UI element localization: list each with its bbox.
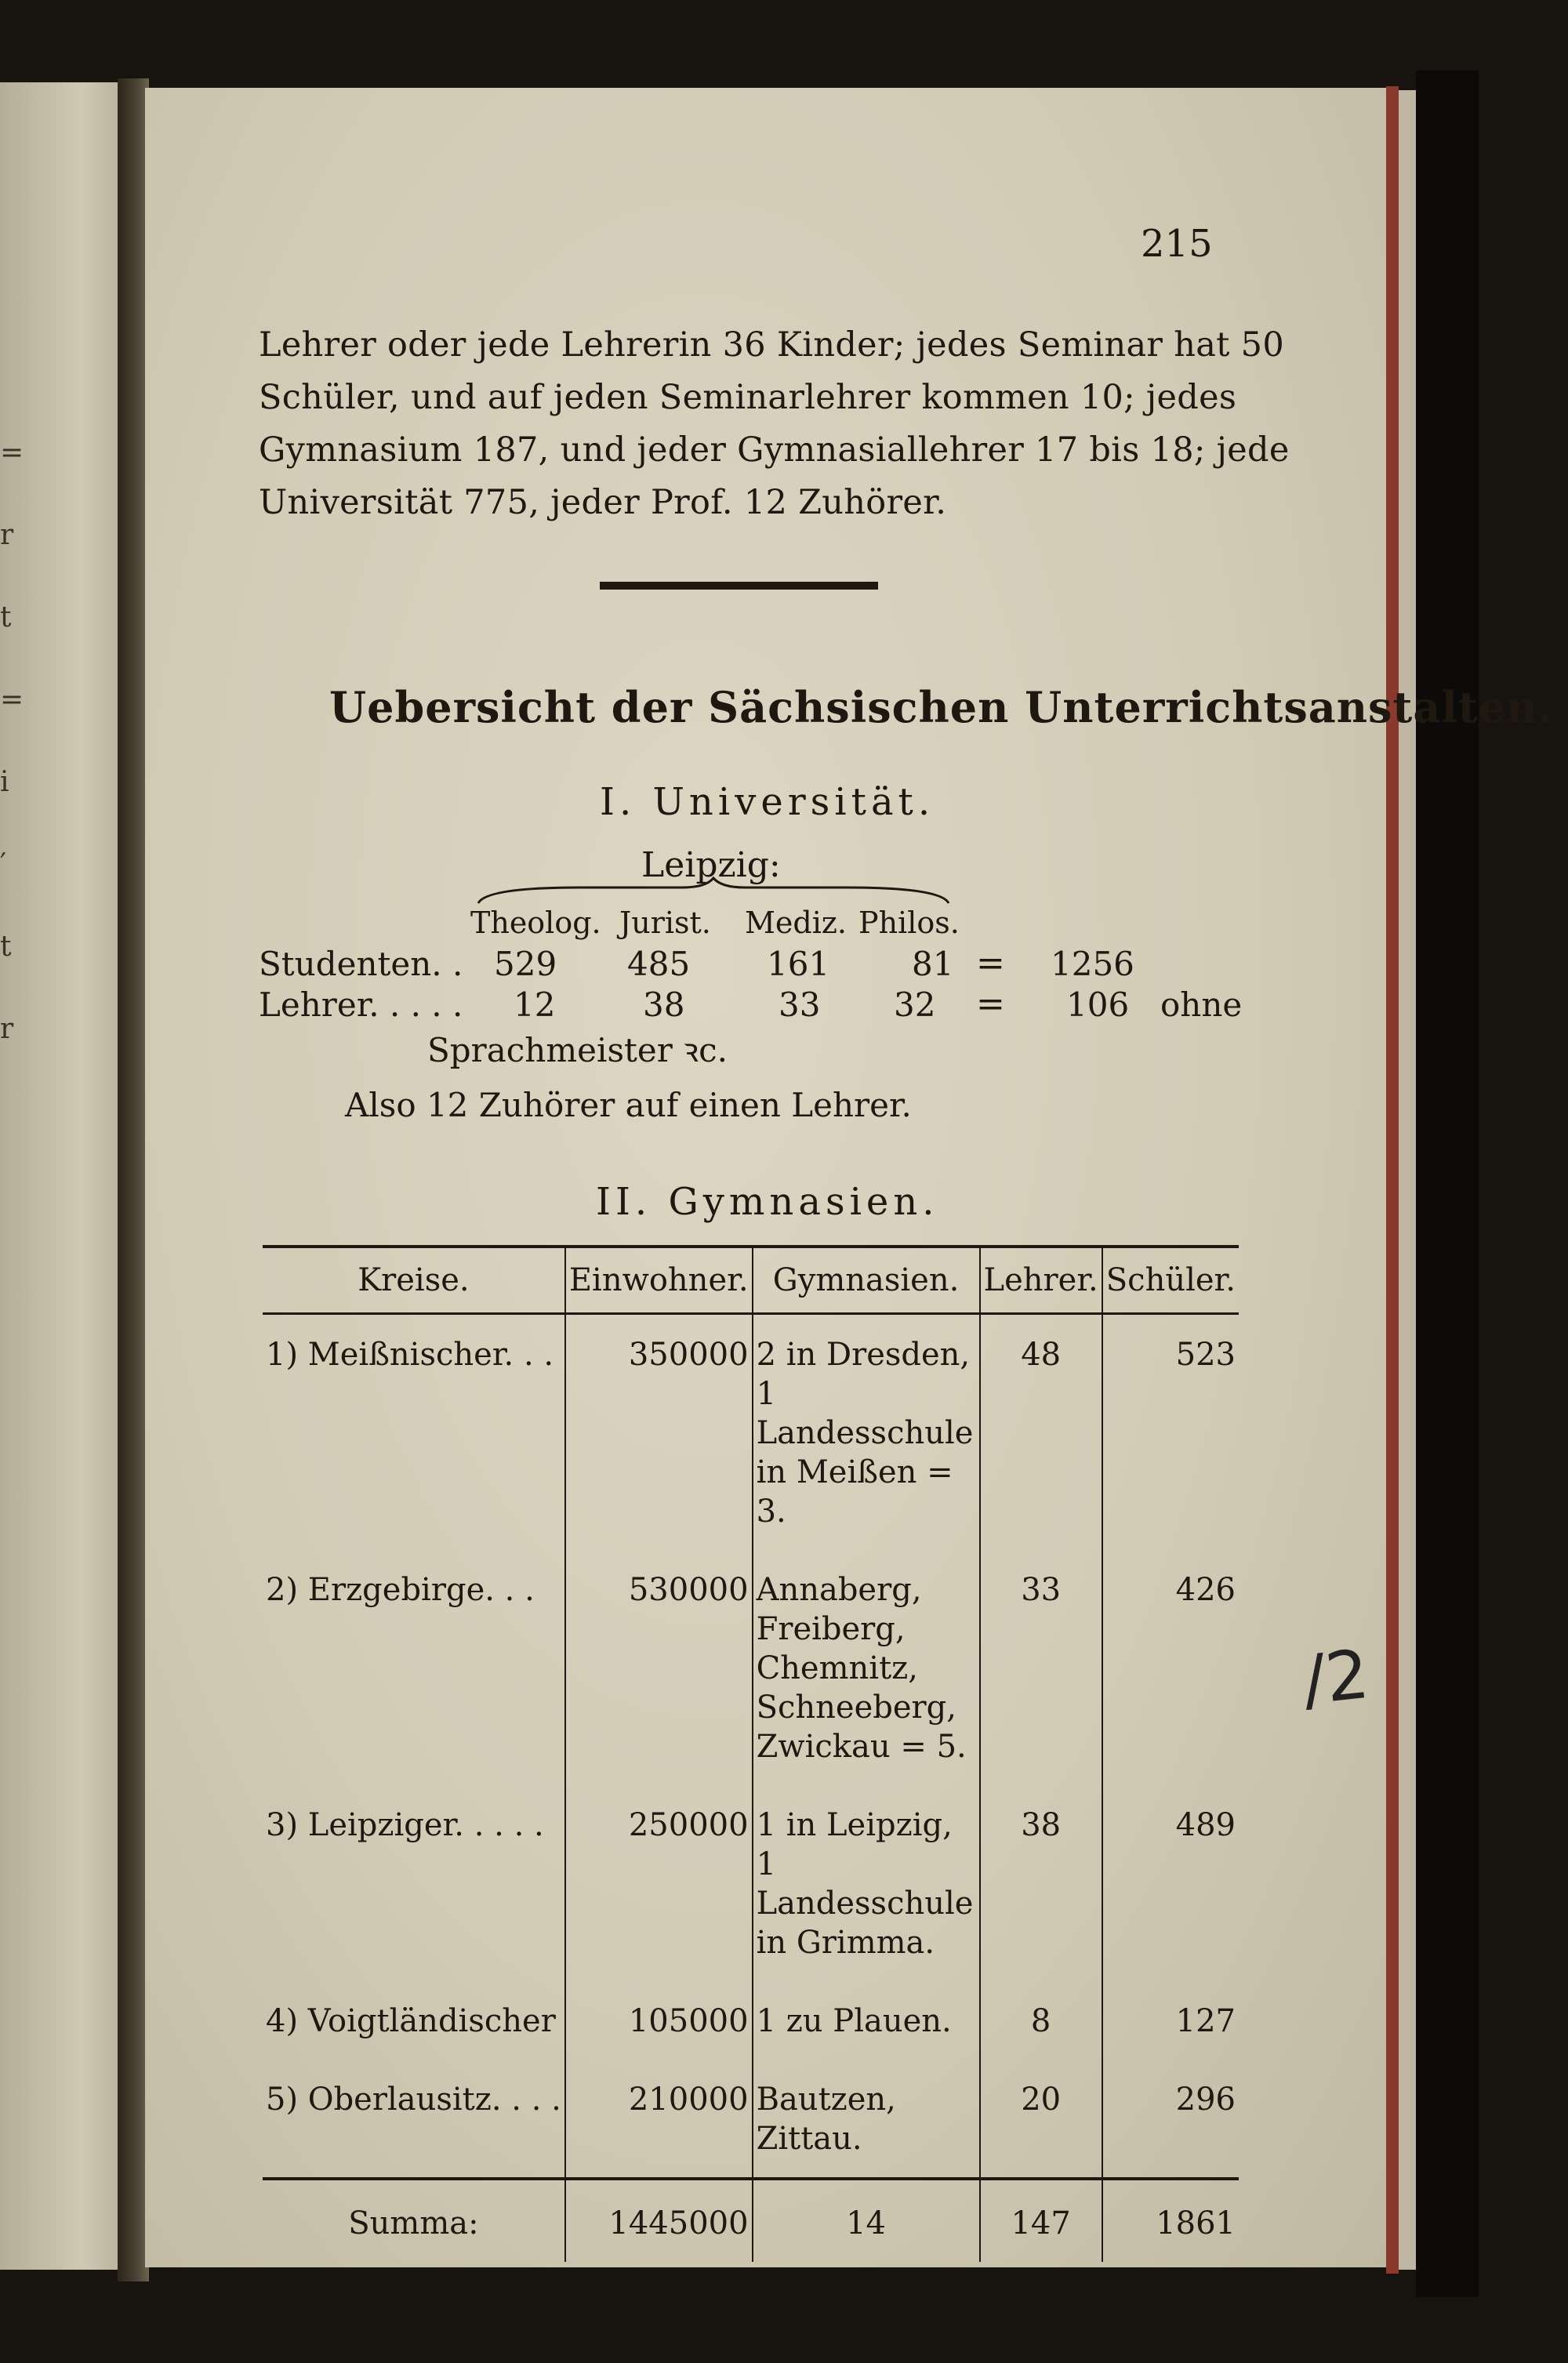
intro-line: Lehrer oder jede Lehrerin 36 Kinder; jedes Seminar hat 50 — [259, 325, 1285, 365]
section1-heading: I. Universität. — [600, 780, 935, 824]
city-label: Leipzig: — [641, 845, 781, 885]
sum-label: Summa: — [263, 2179, 565, 2262]
gymnasien-table — [263, 1245, 1239, 2262]
column-header-philosophy: Philos. — [858, 906, 960, 940]
cell-gymnasien: Bautzen, Zittau. — [753, 2060, 980, 2179]
table-row — [263, 1314, 1239, 1551]
main-heading: Uebersicht der Sächsischen Unterrichtsanstalten. — [329, 682, 1554, 732]
cell-gymnasien: Annaberg, Freiberg, Chemnitz, Schneeberg, Zwickau = 5. — [753, 1550, 980, 1785]
table-header-row — [263, 1247, 1239, 1314]
cell-gymnasien: 1 in Leipzig, 1 Landesschule in Grimma. — [753, 1785, 980, 1981]
row-label-students: Studenten. . — [259, 945, 463, 983]
header-gymnasien: Gymnasien. — [753, 1247, 980, 1314]
intro-line: Schüler, und auf jeden Seminarlehrer kommen 10; jedes — [259, 378, 1237, 417]
section-divider — [600, 582, 878, 590]
book-gutter — [118, 78, 149, 2281]
sum-schueler: 1861 — [1102, 2179, 1239, 2262]
cell-einwohner: 350000 — [565, 1314, 753, 1551]
column-header-law: Jurist. — [619, 906, 711, 940]
left-mark: r — [0, 519, 14, 551]
cell-schueler: 489 — [1102, 1785, 1239, 1981]
column-header-theology: Theolog. — [470, 906, 601, 940]
students-theology: 529 — [494, 945, 557, 983]
students-total: 1256 — [1051, 945, 1134, 983]
intro-line: Universität 775, jeder Prof. 12 Zuhörer. — [259, 483, 947, 522]
teachers-medicine: 33 — [779, 985, 821, 1024]
cell-schueler: 426 — [1102, 1550, 1239, 1785]
continuation-text: Sprachmeister ꝛc. — [427, 1031, 728, 1069]
section2-heading: II. Gymnasien. — [596, 1180, 939, 1224]
cell-einwohner: 105000 — [565, 1981, 753, 2060]
left-page-marks — [0, 412, 24, 1070]
cell-schueler: 523 — [1102, 1314, 1239, 1551]
students-philosophy: 81 — [912, 945, 954, 983]
table-row — [263, 1550, 1239, 1785]
intro-line: Gymnasium 187, und jeder Gymnasiallehrer 17 bis 18; jede — [259, 430, 1290, 470]
students-law: 485 — [627, 945, 691, 983]
sum-lehrer: 147 — [980, 2179, 1102, 2262]
cell-kreis: 4) Voigtländischer — [266, 2003, 556, 2039]
cell-einwohner: 530000 — [565, 1550, 753, 1785]
left-mark: = — [0, 684, 24, 716]
equals-sign: = — [976, 984, 1005, 1024]
book-cover — [1416, 71, 1479, 2297]
cell-lehrer: 33 — [980, 1550, 1102, 1785]
left-mark: = — [0, 437, 24, 469]
cell-kreis: 3) Leipziger. . . . . — [266, 1807, 544, 1843]
table-row — [263, 1785, 1239, 1981]
cell-einwohner: 210000 — [565, 2060, 753, 2179]
students-medicine: 161 — [767, 945, 830, 983]
cell-lehrer: 38 — [980, 1785, 1102, 1981]
page-edge-light — [1399, 90, 1416, 2270]
cell-schueler: 127 — [1102, 1981, 1239, 2060]
cell-schueler: 296 — [1102, 2060, 1239, 2179]
cell-einwohner: 250000 — [565, 1785, 753, 1981]
left-mark: r — [0, 1013, 14, 1045]
left-mark: t — [0, 601, 12, 633]
page-number: 215 — [1141, 222, 1213, 266]
cell-kreis: 2) Erzgebirge. . . — [266, 1572, 535, 1608]
column-header-medicine: Mediz. — [745, 906, 847, 940]
cell-lehrer: 48 — [980, 1314, 1102, 1551]
cell-kreis: 5) Oberlausitz. . . . — [266, 2082, 561, 2118]
cell-gymnasien: 2 in Dresden, 1 Landesschule in Meißen = 3. — [753, 1314, 980, 1551]
brace-decoration — [470, 877, 956, 908]
conclusion-text: Also 12 Zuhörer auf einen Lehrer. — [345, 1086, 912, 1124]
sum-row — [263, 2179, 1239, 2262]
teachers-theology: 12 — [514, 985, 556, 1024]
handwritten-note: /2 — [1299, 1635, 1373, 1721]
left-mark: ′ — [0, 848, 7, 880]
header-einwohner: Einwohner. — [565, 1247, 753, 1314]
left-mark: t — [0, 931, 12, 963]
cell-lehrer: 8 — [980, 1981, 1102, 2060]
cell-kreis: 1) Meißnischer. . . — [266, 1337, 554, 1373]
header-schueler: Schüler. — [1102, 1247, 1239, 1314]
sum-einwohner: 1445000 — [565, 2179, 753, 2262]
teachers-law: 38 — [643, 985, 685, 1024]
cell-gymnasien: 1 zu Plauen. — [753, 1981, 980, 2060]
table-row — [263, 2060, 1239, 2179]
teachers-total: 106 — [1066, 985, 1130, 1024]
table-row — [263, 1981, 1239, 2060]
row-label-teachers: Lehrer. . . . . — [259, 985, 463, 1024]
header-kreise: Kreise. — [263, 1247, 565, 1314]
teachers-philosophy: 32 — [894, 985, 936, 1024]
header-lehrer: Lehrer. — [980, 1247, 1102, 1314]
sum-gymnasien: 14 — [753, 2179, 980, 2262]
left-page — [0, 82, 118, 2270]
equals-sign: = — [976, 943, 1005, 983]
left-mark: i — [0, 766, 9, 798]
page-edge — [1386, 86, 1399, 2274]
teachers-suffix: ohne — [1160, 985, 1243, 1024]
cell-lehrer: 20 — [980, 2060, 1102, 2179]
